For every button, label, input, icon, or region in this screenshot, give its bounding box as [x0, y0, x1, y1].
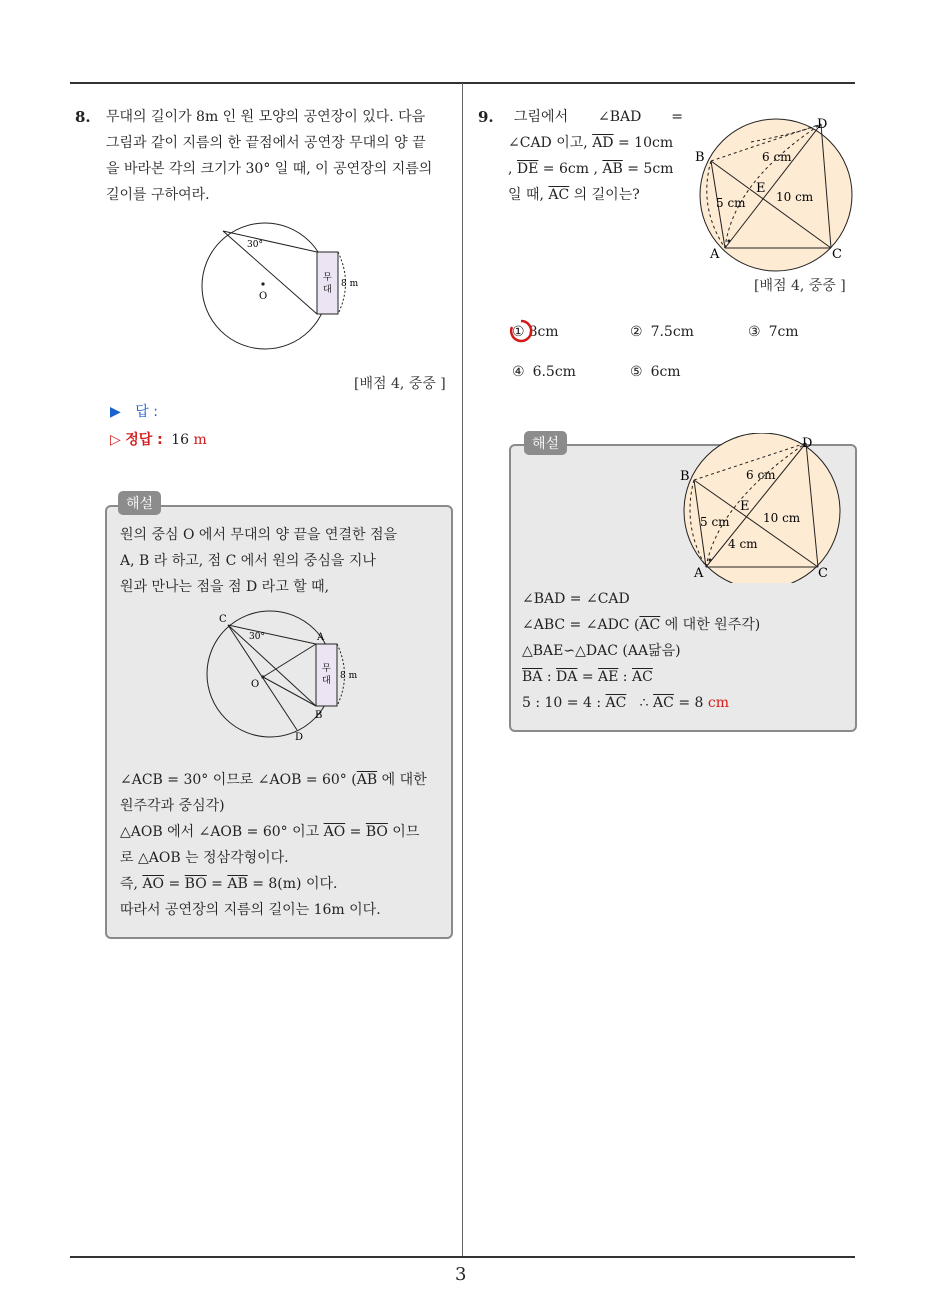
q8-diameter: [223, 231, 317, 314]
q8-solution-tag: 해설: [118, 491, 161, 515]
q9-l1a: 그림에서: [514, 109, 569, 125]
choice-5[interactable]: [630, 364, 681, 380]
column-divider: [462, 83, 463, 1257]
seg-ba: $\overline{BA}$: [522, 669, 543, 685]
q8-sol-intro-2: A, B 라 하고, 점 C 에서 원의 중심을 지나: [120, 553, 376, 569]
q9-line-3: [508, 156, 683, 182]
q9-figure: [693, 112, 858, 272]
q8-meta: [배점 4, 중중 ]: [354, 376, 446, 392]
q8-sol-l3eq: =: [345, 824, 366, 840]
correct-marker-icon: ▷: [110, 432, 121, 448]
q8-sol-line-2: 원주각과 중심각): [120, 798, 225, 814]
seg-ac-3: $\overline{AC}$: [605, 695, 627, 711]
q9-choices: [512, 324, 842, 394]
q9-line-2: [508, 130, 683, 156]
bottom-rule: [70, 1256, 855, 1258]
seg-ac-2: $\overline{AC}$: [631, 669, 653, 685]
q8-sol-l5eq2: =: [206, 876, 228, 892]
q8-sol-d: D: [295, 732, 304, 743]
choice-2-label: 7.5cm: [650, 324, 694, 340]
q9-sol-fig-e: E: [740, 499, 750, 514]
seg-bo: $\overline{BO}$: [365, 824, 388, 840]
choice-3-num: ③: [748, 324, 761, 340]
q8-number: 8.: [75, 108, 91, 126]
q8-sol-o: O: [251, 679, 260, 690]
choice-1-num: ①: [512, 324, 525, 340]
seg-ac-4: $\overline{AC}$: [653, 695, 674, 711]
q9-l3b: = 6cm ,: [538, 161, 603, 177]
q9-sol-line-3: △BAE∽△DAC (AA닮음): [522, 643, 681, 659]
q9-sol-fig-ab: 5 cm: [700, 515, 730, 529]
q9-l4b: 의 길이는?: [569, 187, 640, 203]
q9-sol-line-4: [522, 664, 852, 690]
q8-sol-figure: [195, 608, 370, 743]
q8-sol-length: 8 m: [340, 671, 358, 681]
q8-correct-row: [110, 429, 207, 449]
choice-4[interactable]: [512, 364, 576, 380]
choice-1-label: 8cm: [528, 324, 559, 340]
q9-sol-line-5: [522, 690, 852, 716]
q9-sol-fig-ae: 4 cm: [728, 537, 758, 551]
q8-line-1: 무대의 길이가 8m 인 원 모양의 공연장이 있다. 다음: [106, 109, 426, 125]
q9-solution-tag: 해설: [524, 431, 567, 455]
choice-4-label: 6.5cm: [532, 364, 576, 380]
q9-sol-fig-a: A: [694, 566, 704, 581]
q8-sol-angle: 30°: [249, 632, 265, 642]
q8-sol-center-dot: [261, 675, 264, 678]
q9-sol-fig-c: C: [818, 566, 828, 581]
q9-l1b: ∠BAD: [598, 109, 642, 125]
q8-sol-a: A: [317, 632, 325, 643]
seg-ao-2: $\overline{AO}$: [142, 876, 165, 892]
q8-stage-top: 무: [323, 273, 332, 283]
answer-marker-icon: ▶: [110, 404, 121, 420]
q8-sol-l5a: 즉,: [120, 876, 143, 892]
q8-sol-stage: [316, 644, 337, 706]
q9-sol-line-1: ∠BAD = ∠CAD: [522, 591, 630, 607]
choice-3[interactable]: [748, 324, 799, 340]
q9-sol-l4eq: =: [577, 669, 599, 685]
q8-sol-line-3: [120, 819, 450, 845]
q9-sol-l4c2: :: [618, 669, 632, 685]
q8-angle-label: 30°: [247, 240, 263, 250]
selected-circle-icon: [508, 318, 534, 344]
q9-sol-l5unit: cm: [707, 695, 729, 711]
q9-fig-d: D: [817, 117, 828, 132]
q8-length-label: 8 m: [341, 279, 359, 289]
q8-sol-oa: [263, 644, 316, 677]
q8-line-4: 길이를 구하여라.: [106, 187, 210, 203]
q9-text: [508, 104, 683, 208]
arc-ab: $\overline{AB}$: [356, 772, 378, 788]
q8-sol-l1b: 에 대한: [377, 772, 427, 788]
q8-sol-intro-3: 원과 만나는 점을 점 D 라고 할 때,: [120, 579, 330, 595]
correct-unit: m: [193, 432, 207, 448]
q8-circle: [202, 223, 328, 349]
choice-4-num: ④: [512, 364, 525, 380]
q9-meta: [배점 4, 중중 ]: [754, 278, 846, 294]
seg-ad: $\overline{AD}$: [592, 135, 614, 151]
q8-text: [106, 104, 456, 208]
q9-fig-ad: 10 cm: [776, 190, 814, 204]
q8-sol-cb: [228, 625, 316, 706]
choice-2-num: ②: [630, 324, 643, 340]
q9-fig-a: A: [710, 247, 720, 262]
choice-3-label: 7cm: [768, 324, 799, 340]
q8-chord: [223, 231, 317, 252]
seg-ab-q9: $\overline{AB}$: [602, 161, 623, 177]
choice-5-num: ⑤: [630, 364, 643, 380]
q8-figure: [195, 222, 365, 350]
q8-line-3: 을 바라본 각의 크기가 30° 일 때, 이 공연장의 지름의: [106, 161, 433, 177]
q8-sol-stage-bottom: 대: [322, 676, 331, 686]
q8-sol-l5eq1: =: [164, 876, 185, 892]
q8-sol-b: B: [315, 710, 323, 721]
q9-l4a: 일 때,: [508, 187, 549, 203]
q8-sol-l5b: = 8(m) 이다.: [247, 876, 338, 892]
q8-sol-l3a: △AOB 에서 ∠AOB = 60° 이고: [120, 824, 324, 840]
q9-l3a: ,: [508, 161, 517, 177]
q9-angle-dot: [728, 240, 731, 243]
q9-number: 9.: [478, 108, 494, 126]
q9-sol-l2b: 에 대한 원주각): [660, 617, 761, 633]
q9-fig-e: E: [756, 181, 766, 196]
q9-sol-fig-de: 6 cm: [746, 468, 776, 482]
q9-l1c: =: [671, 109, 683, 125]
q9-l2b: = 10cm: [613, 135, 674, 151]
q9-sol-l5a: 5 : 10 = 4 :: [522, 695, 606, 711]
q8-sol-line-1: [120, 767, 450, 793]
q8-center-dot: [261, 282, 264, 285]
q8-sol-intro: [120, 522, 450, 600]
q9-l3c: = 5cm: [622, 161, 674, 177]
choice-1[interactable]: [512, 324, 559, 340]
q9-fig-ab: 5 cm: [716, 196, 746, 210]
q9-line-4: [508, 182, 683, 208]
q9-sol-l5c: = 8: [673, 695, 708, 711]
seg-ab: $\overline{AB}$: [227, 876, 248, 892]
arc-ac: $\overline{AC}$: [639, 617, 661, 633]
q8-sol-line-5: [120, 871, 450, 897]
seg-da: $\overline{DA}$: [556, 669, 578, 685]
q8-sol-ca: [228, 625, 316, 644]
correct-value: 16: [171, 432, 190, 448]
choice-5-label: 6cm: [650, 364, 681, 380]
q8-sol-intro-1: 원의 중심 O 에서 무대의 양 끝을 연결한 점을: [120, 527, 397, 543]
q9-sol-fig-b: B: [680, 469, 690, 484]
q9-fig-c: C: [832, 247, 842, 262]
seg-ac: $\overline{AC}$: [548, 187, 570, 203]
q8-answer-row: [110, 401, 158, 421]
q8-line-2: 그림과 같이 지름의 한 끝점에서 공연장 무대의 양 끝: [106, 135, 426, 151]
q9-sol-fig-d: D: [802, 436, 813, 451]
seg-de: $\overline{DE}$: [516, 161, 539, 177]
q8-sol-l3b: 이므: [387, 824, 420, 840]
answer-label: 답 :: [135, 404, 158, 420]
q8-sol-l1a: ∠ACB = 30° 이므로 ∠AOB = 60° (: [120, 772, 357, 788]
q8-sol-line-4: 로 △AOB 는 정삼각형이다.: [120, 850, 289, 866]
q8-sol-line-6: 따라서 공연장의 지름의 길이는 16m 이다.: [120, 902, 381, 918]
seg-ao: $\overline{AO}$: [323, 824, 346, 840]
choice-2[interactable]: [630, 324, 694, 340]
q9-sol-l4c1: :: [542, 669, 557, 685]
q8-sol-stage-top: 무: [322, 664, 331, 674]
q9-sol-l5b: ∴: [626, 695, 654, 711]
q8-sol-c: C: [219, 614, 227, 625]
seg-ae: $\overline{AE}$: [598, 669, 619, 685]
q8-o-label: O: [259, 291, 268, 302]
q9-fig-de: 6 cm: [762, 150, 792, 164]
q9-sol-figure: [676, 433, 846, 583]
page-number: 3: [455, 1264, 467, 1285]
q9-sol-l2a: ∠ABC = ∠ADC (: [522, 617, 640, 633]
q9-sol-fig-ad: 10 cm: [763, 511, 801, 525]
correct-label: 정답 :: [125, 432, 163, 448]
q9-l2a: ∠CAD 이고,: [508, 135, 593, 151]
q8-sol-body: [120, 767, 450, 923]
q9-sol-line-2: [522, 612, 852, 638]
q8-stage-bottom: 대: [323, 285, 332, 295]
q9-sol-angle-dot: [709, 559, 712, 562]
q8-stage: [317, 252, 338, 314]
q9-sol-body: [522, 586, 852, 716]
q9-fig-b: B: [695, 150, 705, 165]
seg-bo-2: $\overline{BO}$: [184, 876, 207, 892]
q9-line-1: [508, 104, 683, 130]
